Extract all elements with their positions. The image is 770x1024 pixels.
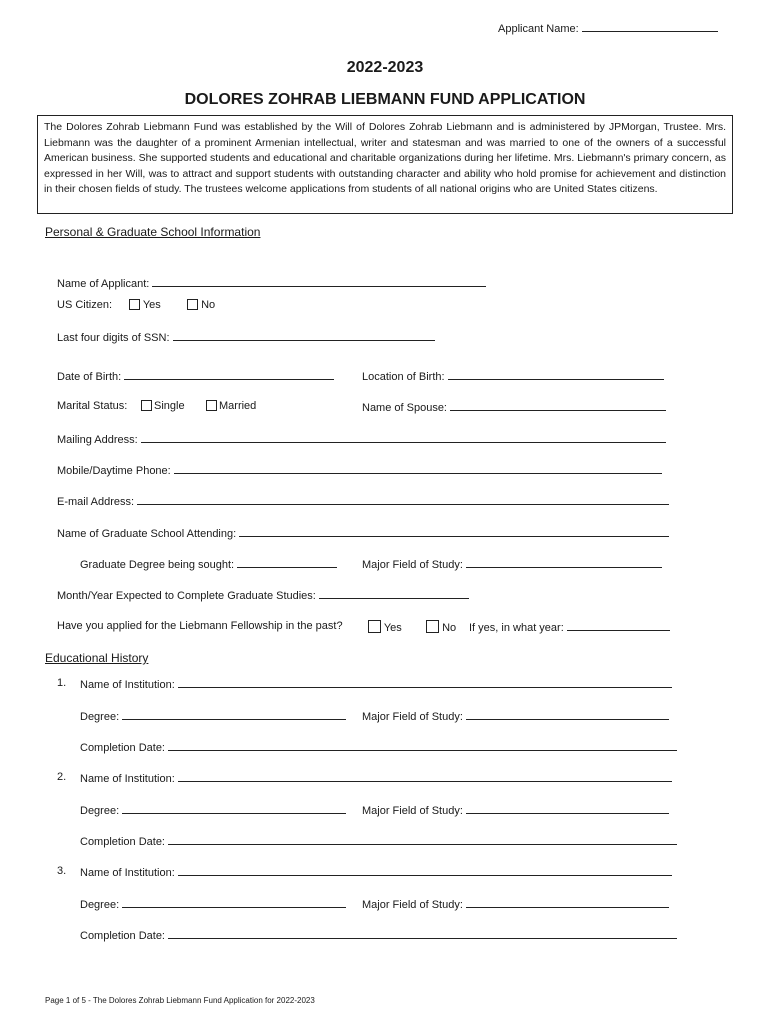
education-section-heading: Educational History: [45, 651, 149, 665]
phone-field[interactable]: [174, 463, 662, 474]
education-entry-3-number: 3.: [57, 865, 67, 877]
marital-status-row: [57, 400, 127, 413]
mailing-address-row: [57, 432, 666, 447]
education-entry-1-institution-row: [80, 677, 672, 692]
degree-sought-row: [80, 557, 337, 572]
applied-year-row: [469, 620, 670, 635]
applied-no-label: No: [442, 622, 457, 634]
degree-field[interactable]: [122, 897, 346, 908]
education-entry-2-number: 2.: [57, 771, 67, 783]
major-field[interactable]: [466, 709, 669, 720]
education-entry-3-institution-row: [80, 865, 672, 880]
applied-yes-option[interactable]: [368, 620, 402, 635]
ssn-label: Last four digits of SSN:: [57, 332, 170, 344]
applied-yes-checkbox[interactable]: [368, 620, 381, 633]
education-entry-2-institution-row: [80, 771, 672, 786]
institution-field[interactable]: [178, 677, 672, 688]
spouse-label: Name of Spouse:: [362, 402, 447, 414]
completion-field[interactable]: [168, 834, 677, 845]
us-citizen-label: US Citizen:: [57, 299, 113, 311]
applied-before-row: [57, 620, 343, 633]
graduate-school-row: [57, 526, 669, 541]
graduate-school-field[interactable]: [239, 526, 669, 537]
email-label: E-mail Address:: [57, 496, 135, 508]
institution-field[interactable]: [178, 865, 672, 876]
applied-yes-label: Yes: [383, 622, 402, 634]
married-option[interactable]: [206, 400, 256, 413]
major-field[interactable]: [466, 897, 669, 908]
institution-field[interactable]: [178, 771, 672, 782]
applied-year-field[interactable]: [567, 620, 670, 631]
applicant-name-header-field[interactable]: [582, 21, 718, 32]
completion-label: Completion Date:: [80, 742, 165, 754]
applied-before-label: Have you applied for the Liebmann Fellowship in the past?: [57, 620, 343, 632]
phone-label: Mobile/Daytime Phone:: [57, 465, 171, 477]
mailing-address-field[interactable]: [141, 432, 666, 443]
dob-label: Date of Birth:: [57, 371, 122, 383]
degree-label: Degree:: [80, 711, 120, 723]
grad-major-label: Major Field of Study:: [362, 559, 463, 571]
applicant-name-row: [57, 276, 486, 291]
birth-location-row: [362, 369, 664, 384]
institution-label: Name of Institution:: [80, 679, 175, 691]
single-option[interactable]: [141, 400, 185, 413]
phone-row: [57, 463, 662, 478]
education-entry-1-number: 1.: [57, 677, 67, 689]
citizen-yes-checkbox[interactable]: [129, 299, 140, 310]
major-label: Major Field of Study:: [362, 899, 463, 911]
completion-field[interactable]: [168, 928, 677, 939]
married-label: Married: [219, 400, 257, 412]
ssn-row: [57, 330, 435, 345]
email-field[interactable]: [137, 494, 669, 505]
education-entry-1-major-row: [362, 709, 669, 724]
institution-label: Name of Institution:: [80, 867, 175, 879]
degree-sought-label: Graduate Degree being sought:: [80, 559, 235, 571]
degree-field[interactable]: [122, 709, 346, 720]
completion-label: Completion Date:: [80, 836, 165, 848]
married-checkbox[interactable]: [206, 400, 217, 411]
applicant-name-field[interactable]: [152, 276, 486, 287]
application-title: DOLORES ZOHRAB LIEBMANN FUND APPLICATION: [184, 91, 586, 108]
degree-label: Degree:: [80, 805, 120, 817]
education-entry-2-major-row: [362, 803, 669, 818]
education-entry-2-degree-row: [80, 803, 346, 818]
citizen-yes-option[interactable]: [129, 299, 161, 312]
grad-major-row: [362, 557, 662, 572]
applied-year-label: If yes, in what year:: [469, 622, 564, 634]
applied-no-option[interactable]: [426, 620, 456, 635]
applicant-name-label: Applicant Name:: [498, 23, 579, 35]
applied-no-checkbox[interactable]: [426, 620, 439, 633]
major-field[interactable]: [466, 803, 669, 814]
applicant-name-header: [498, 21, 718, 36]
institution-label: Name of Institution:: [80, 773, 175, 785]
single-label: Single: [154, 400, 185, 412]
major-label: Major Field of Study:: [362, 711, 463, 723]
grad-major-field[interactable]: [466, 557, 662, 568]
spouse-field[interactable]: [450, 400, 666, 411]
education-entry-1-completion-row: [80, 740, 677, 755]
degree-sought-field[interactable]: [237, 557, 337, 568]
citizen-no-checkbox[interactable]: [187, 299, 198, 310]
ssn-field[interactable]: [173, 330, 435, 341]
education-entry-3-completion-row: [80, 928, 677, 943]
completion-field[interactable]: [168, 740, 677, 751]
degree-field[interactable]: [122, 803, 346, 814]
birth-location-field[interactable]: [448, 369, 664, 380]
mailing-address-label: Mailing Address:: [57, 434, 138, 446]
personal-section-heading: Personal & Graduate School Information: [45, 225, 261, 239]
completion-label: Completion Date:: [80, 930, 165, 942]
graduate-school-label: Name of Graduate School Attending:: [57, 528, 237, 540]
dob-field[interactable]: [124, 369, 334, 380]
single-checkbox[interactable]: [141, 400, 152, 411]
application-year: 2022-2023: [346, 59, 424, 76]
completion-date-field[interactable]: [319, 588, 469, 599]
education-entry-2-completion-row: [80, 834, 677, 849]
birth-location-label: Location of Birth:: [362, 371, 445, 383]
intro-text-box: The Dolores Zohrab Liebmann Fund was established by the Will of Dolores Zohrab Liebmann and is administered by JPMorgan, Trustee. Mrs. Liebmann was the daughter of a prominent Armenian intellectual, writer and statesman and was married to one of the owners of a successful American business. She supported students and educational and charitable organizations during her lifetime. Mrs. Liebmann's primary concern, as expressed in her Will, was to attract and support students with outstanding character and ability who hold promise for achievement and distinction in their chosen fields of study. The trustees welcome applications from students of all national origins who are United States citizens.: [37, 115, 733, 214]
education-entry-3-major-row: [362, 897, 669, 912]
education-entry-3-degree-row: [80, 897, 346, 912]
email-row: [57, 494, 669, 509]
major-label: Major Field of Study:: [362, 805, 463, 817]
us-citizen-row: [57, 299, 112, 312]
degree-label: Degree:: [80, 899, 120, 911]
citizen-no-option[interactable]: [187, 299, 215, 312]
citizen-no-label: No: [201, 299, 216, 311]
marital-status-label: Marital Status:: [57, 400, 128, 412]
completion-date-row: [57, 588, 469, 603]
completion-date-label: Month/Year Expected to Complete Graduate Studies:: [57, 590, 316, 602]
applicant-name-label-2: Name of Applicant:: [57, 278, 150, 290]
spouse-row: [362, 400, 666, 415]
citizen-yes-label: Yes: [142, 299, 161, 311]
dob-row: [57, 369, 334, 384]
education-entry-1-degree-row: [80, 709, 346, 724]
page-footer: Page 1 of 5 - The Dolores Zohrab Liebmann Fund Application for 2022-2023: [45, 996, 315, 1005]
